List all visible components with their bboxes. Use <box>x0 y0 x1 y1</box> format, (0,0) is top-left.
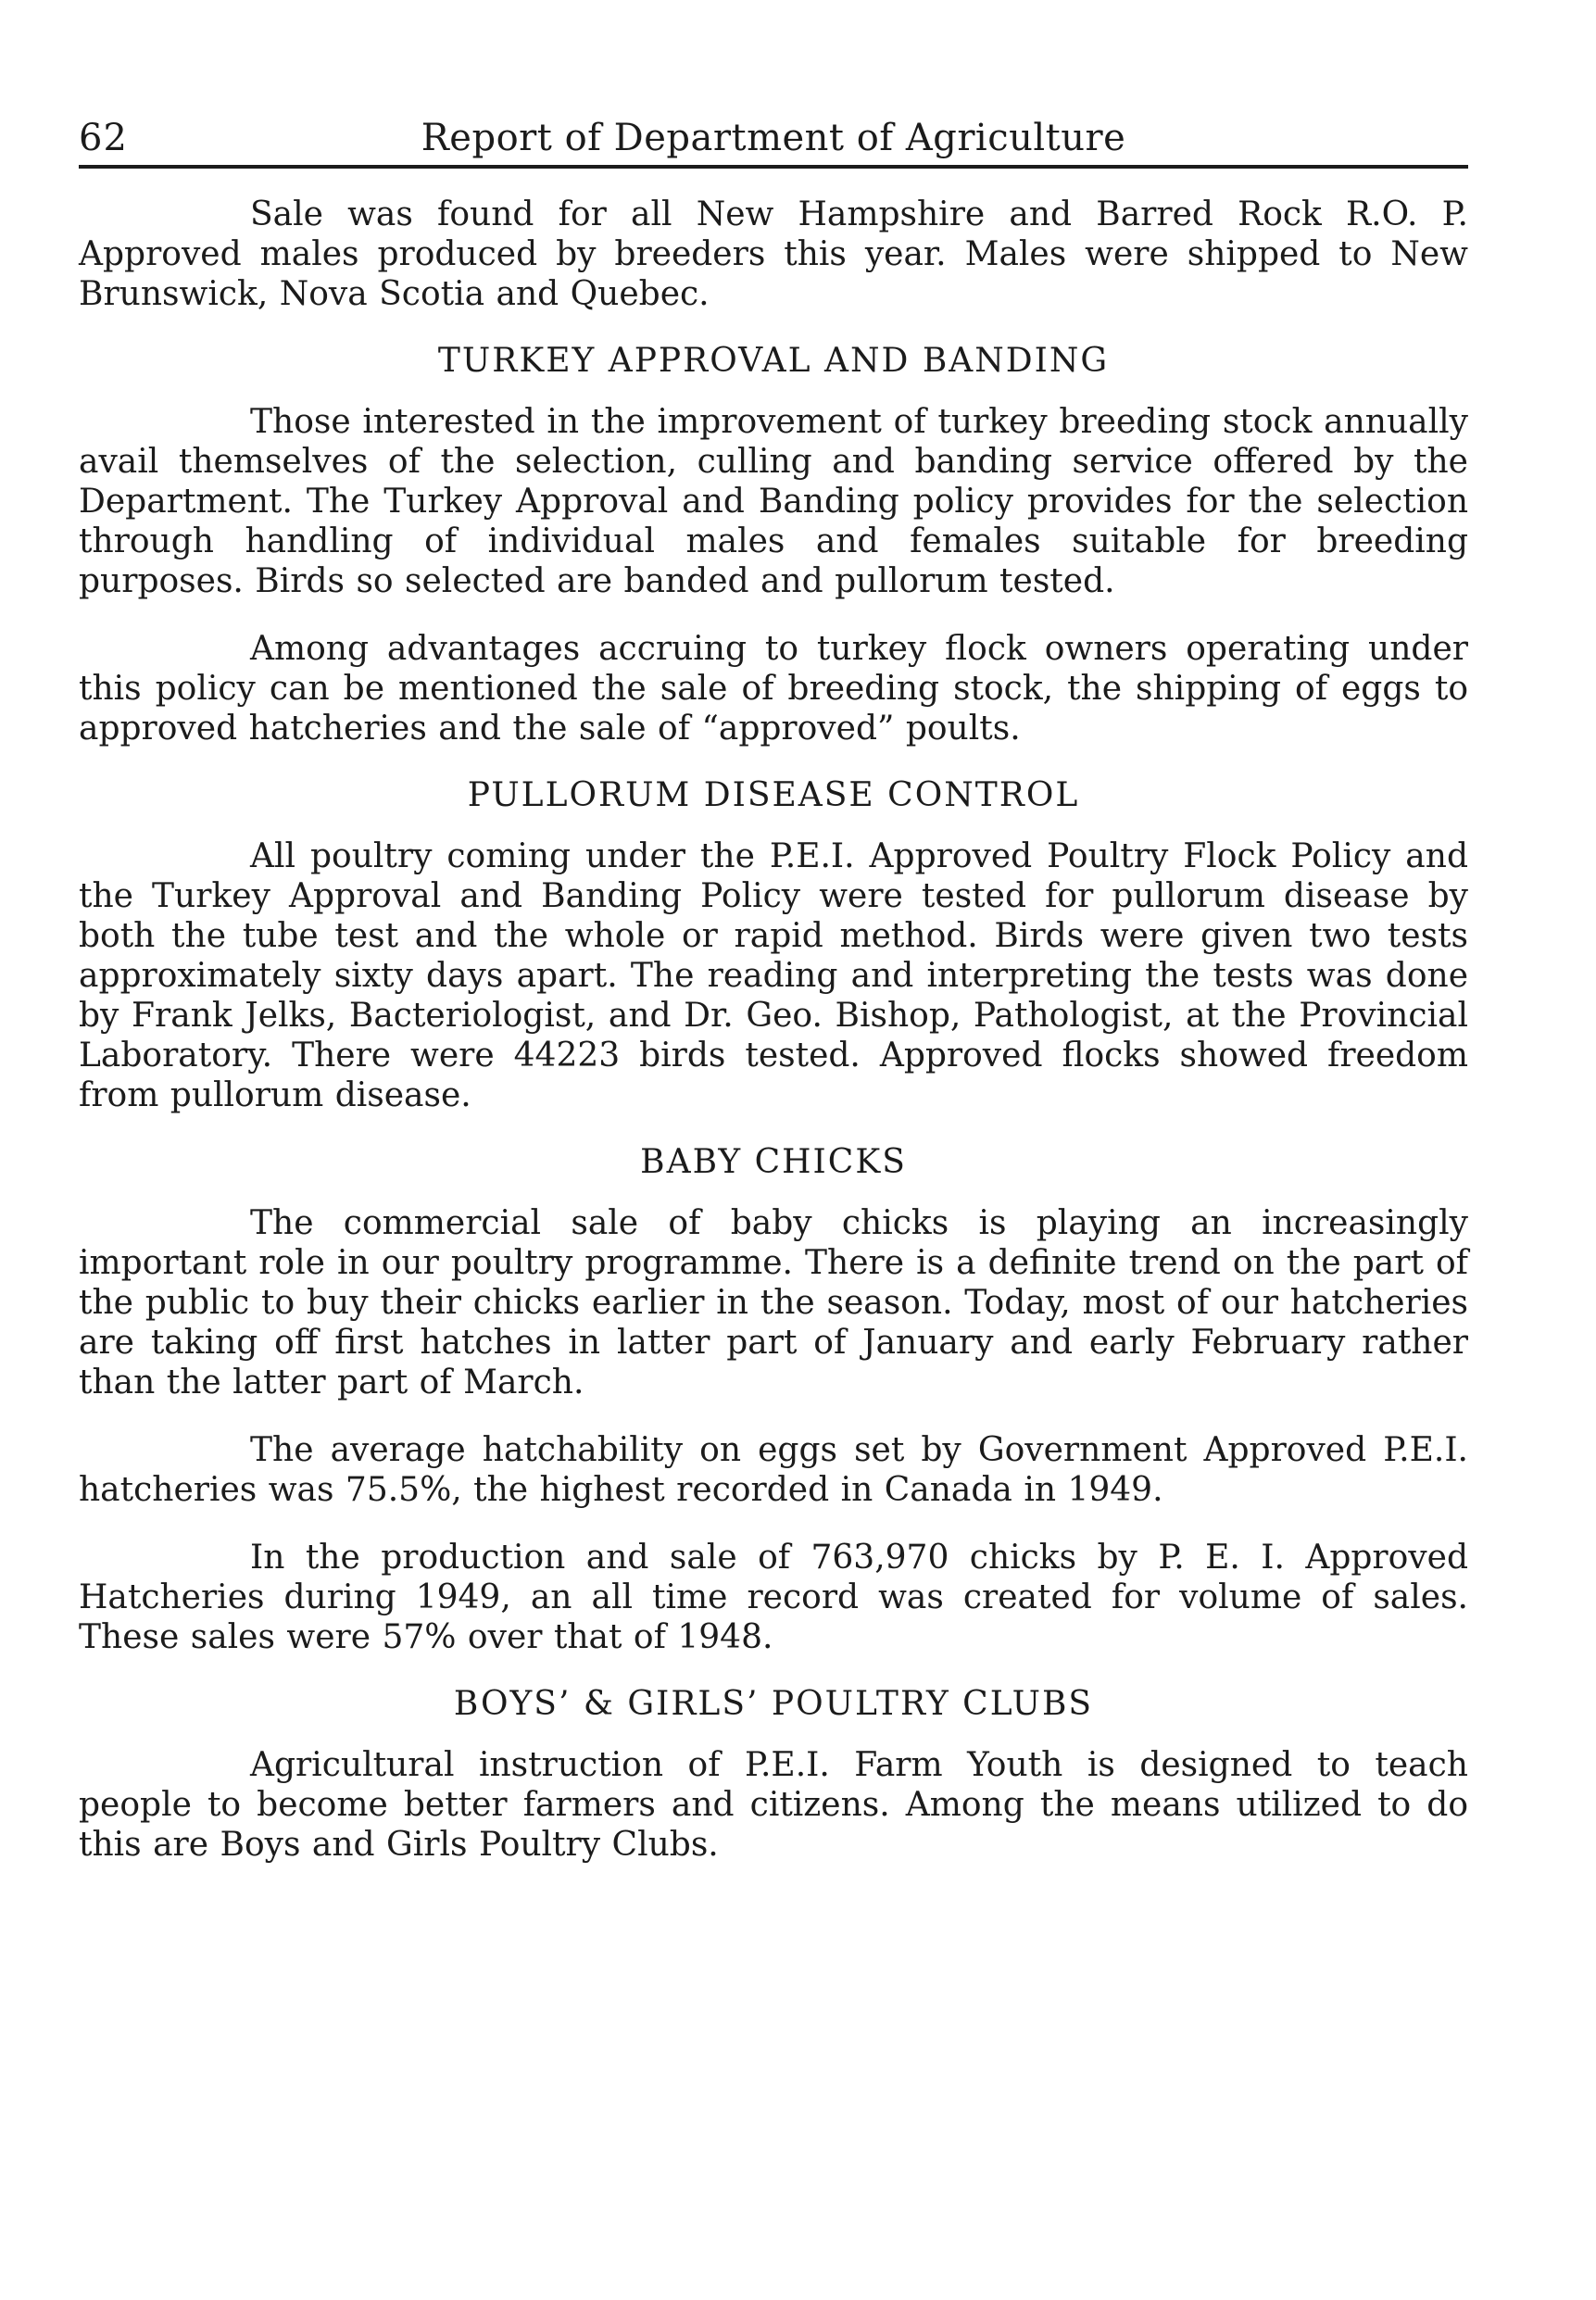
paragraph: In the production and sale of 763,970 chicks by P. E. I. Approved Hatcheries during 1949, an all time record was created for volume of sales. These sales were 57% over that of 1948. <box>79 1539 1468 1656</box>
paragraph: All poultry coming under the P.E.I. Approved Poultry Flock Policy and the Turkey Approval and Banding Policy were tested for pullorum disease by both the tube test and the whole or rapid method. Birds were given two tests approximately sixty days apart. The reading and interpreting the tests was done by Frank Jelks, Bacteriologist, and Dr. Geo. Bishop, Pathologist, at the Provincial Laboratory. There were 44223 birds tested. Approved flocks showed freedom from pullorum disease. <box>79 837 1468 1114</box>
section-heading: TURKEY APPROVAL AND BANDING <box>437 342 1110 380</box>
document-page <box>79 109 1468 1892</box>
section-pullorum-control <box>79 776 1468 1115</box>
paragraph: The average hatchability on eggs set by Government Approved P.E.I. hatcheries was 75.5%, the highest recorded in Canada in 1949. <box>79 1431 1468 1509</box>
paragraph: Those interested in the improvement of turkey breeding stock annually avail themselves of the selection, culling and banding service offered by the Department. The Turkey Approval and Banding policy provides for the selection through handling of individual males and females suitable for breeding purposes. Birds so selected are banded and pullorum tested. <box>79 403 1468 600</box>
section-turkey-approval <box>79 342 1468 748</box>
running-title: Report of Department of Agriculture <box>421 117 1126 159</box>
paragraph: Agricultural instruction of P.E.I. Farm Youth is designed to teach people to become better farmers and citizens. Among the means utilized to do this are Boys and Girls Poultry Clubs. <box>79 1746 1468 1864</box>
page-number: 62 <box>79 117 128 159</box>
running-head <box>79 109 1468 165</box>
section-poultry-clubs <box>79 1685 1468 1865</box>
section-heading: BABY CHICKS <box>640 1143 907 1181</box>
paragraph: The commercial sale of baby chicks is playing an increasingly important role in our poultry programme. There is a definite trend on the part of the public to buy their chicks earlier in the season. Today, most of our hatcheries are taking off first hatches in latter part of January and early February rather than the latter part of March. <box>79 1204 1468 1401</box>
section-heading: PULLORUM DISEASE CONTROL <box>467 776 1080 814</box>
paragraph: Among advantages accruing to turkey flock owners operating under this policy can be mentioned the sale of breeding stock, the shipping of eggs to approved hatcheries and the sale of “approved” poults. <box>79 630 1468 748</box>
section-baby-chicks <box>79 1143 1468 1657</box>
intro-paragraph: Sale was found for all New Hampshire and Barred Rock R.O. P. Approved males produced by breeders this year. Males were shipped to New Brunswick, Nova Scotia and Quebec. <box>79 195 1468 313</box>
section-heading: BOYS’ & GIRLS’ POULTRY CLUBS <box>453 1685 1094 1723</box>
header-rule <box>79 165 1468 169</box>
